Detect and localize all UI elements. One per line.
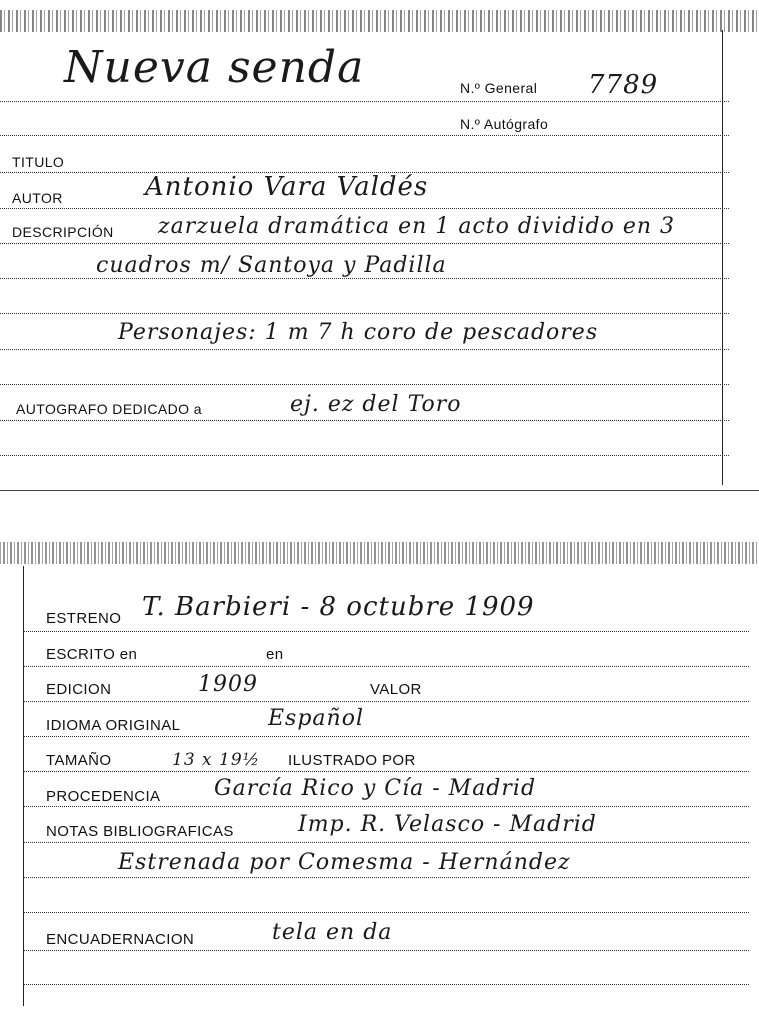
rule: [24, 877, 749, 878]
card-left-border: [23, 566, 24, 1006]
procedencia-label: PROCEDENCIA: [46, 788, 161, 805]
rule: [24, 631, 749, 632]
rule: [24, 912, 749, 913]
notas-value-line1: Imp. R. Velasco - Madrid: [298, 812, 597, 837]
rule: [0, 313, 729, 314]
edicion-label: EDICION: [46, 681, 112, 698]
notas-value-line2: Estrenada por Comesma - Hernández: [118, 850, 571, 875]
descripcion-value-line1: zarzuela dramática en 1 acto dividido en 3: [158, 214, 676, 239]
autor-value: Antonio Vara Valdés: [145, 172, 429, 202]
rule: [0, 243, 729, 244]
autor-label: AUTOR: [12, 190, 63, 206]
rule: [0, 208, 729, 209]
rule: [24, 771, 749, 772]
rule: [24, 842, 749, 843]
general-number-value: 7789: [588, 70, 659, 100]
personajes-note: Personajes: 1 m 7 h coro de pescadores: [118, 320, 599, 345]
idioma-label: IDIOMA ORIGINAL: [46, 717, 181, 734]
tamano-label: TAMAÑO: [46, 752, 112, 769]
procedencia-value: García Rico y Cía - Madrid: [214, 776, 537, 801]
card-right-border: [722, 30, 723, 485]
general-number-label: N.º General: [460, 80, 538, 96]
rule: [24, 984, 749, 985]
rule: [0, 349, 729, 350]
escrito-label: ESCRITO en: [46, 646, 138, 663]
rule: [24, 666, 749, 667]
rule: [24, 950, 749, 951]
autografo-number-label: N.º Autógrafo: [460, 116, 549, 132]
descripcion-value-line2: cuadros m/ Santoya y Padilla: [96, 253, 447, 278]
rule: [0, 420, 729, 421]
rule: [0, 384, 729, 385]
card-bottom-edge: [0, 490, 759, 491]
catalog-card-bottom: [0, 538, 759, 1018]
autografo-dedicado-value: ej. ez del Toro: [290, 392, 462, 417]
rule: [24, 806, 749, 807]
descripcion-label: DESCRIPCIÓN: [12, 224, 114, 240]
scan-noise-top: [0, 10, 759, 32]
titulo-label: TITULO: [12, 154, 65, 170]
idioma-value: Español: [268, 706, 364, 731]
ilustrado-label: ILUSTRADO POR: [288, 752, 416, 769]
estreno-label: ESTRENO: [46, 610, 122, 627]
encuadernacion-label: ENCUADERNACION: [46, 931, 195, 948]
rule: [0, 101, 729, 102]
autografo-dedicado-label: AUTOGRAFO DEDICADO a: [16, 401, 202, 417]
tamano-value: 13 x 19½: [172, 750, 261, 770]
escrito-en-label: en: [266, 646, 284, 663]
edicion-value: 1909: [198, 672, 258, 697]
title-handwriting: Nueva senda: [64, 42, 365, 93]
catalog-card-top: [0, 0, 759, 492]
rule: [0, 278, 729, 279]
rule: [24, 701, 749, 702]
rule: [0, 135, 729, 136]
rule: [24, 736, 749, 737]
estreno-value: T. Barbieri - 8 octubre 1909: [142, 592, 535, 622]
scan-noise-top: [0, 542, 759, 564]
rule: [0, 455, 729, 456]
encuadernacion-value: tela en da: [272, 920, 393, 945]
notas-label: NOTAS BIBLIOGRAFICAS: [46, 823, 234, 840]
valor-label: VALOR: [370, 681, 422, 698]
